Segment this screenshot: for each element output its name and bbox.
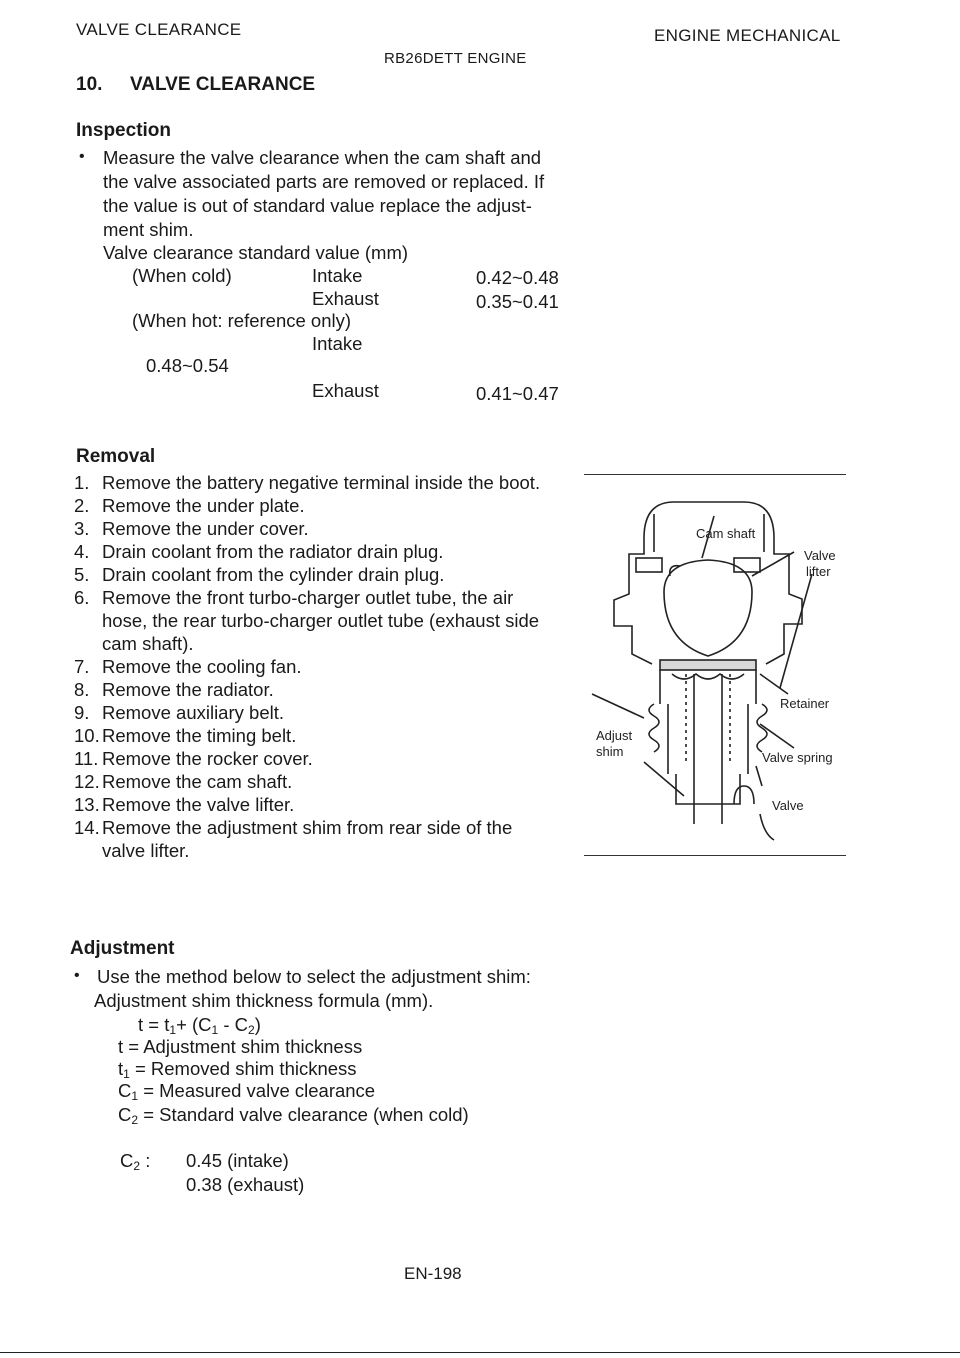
step-number: 8. — [74, 679, 90, 700]
label-adjust-shim-2: shim — [596, 744, 624, 759]
removal-steps — [0, 472, 580, 872]
step-text: Remove the cooling fan. — [102, 656, 302, 677]
step-text: Remove the cam shaft. — [102, 771, 293, 792]
cold-intake-value: 0.42~0.48 — [476, 267, 559, 288]
label-cam-shaft: Cam shaft — [696, 526, 756, 541]
running-header-left: VALVE CLEARANCE — [76, 20, 242, 39]
cold-exhaust-value: 0.35~0.41 — [476, 291, 559, 312]
step-number: 13. — [74, 794, 100, 815]
step-text: Remove the under plate. — [102, 495, 305, 516]
page-number: EN-198 — [404, 1264, 462, 1283]
step-text: Remove the adjustment shim from rear side of the — [102, 817, 513, 838]
step-text: Drain coolant from the radiator drain plug. — [102, 541, 444, 562]
step-number: 10. — [74, 725, 100, 746]
hot-exhaust-label: Exhaust — [312, 380, 379, 401]
label-valve-lifter-1: Valve — [804, 548, 836, 563]
inspection-heading: Inspection — [76, 120, 172, 141]
definition-row: $C_1$ = Measured valve clearance — [118, 1080, 376, 1103]
inspection-line: ment shim. — [103, 219, 194, 240]
step-text: Drain coolant from the cylinder drain plug. — [102, 564, 445, 585]
step-number: 5. — [74, 564, 90, 585]
step-text: valve lifter. — [102, 840, 190, 861]
step-text: Remove the battery negative terminal inside the boot. — [102, 472, 541, 493]
cold-label: (When cold) — [132, 265, 232, 286]
inspection-line: the value is out of standard value replace the adjust- — [103, 195, 532, 216]
label-valve-lifter-2: lifter — [806, 564, 831, 579]
hot-intake-value: 0.48~0.54 — [146, 355, 229, 376]
step-number: 6. — [74, 587, 90, 608]
valve-diagram — [584, 474, 846, 856]
label-adjust-shim-1: Adjust — [596, 728, 633, 743]
step-number: 11. — [74, 748, 99, 769]
cold-intake-label: Intake — [312, 265, 363, 286]
step-number: 2. — [74, 495, 90, 516]
step-text: Remove the timing belt. — [102, 725, 297, 746]
section-number: 10. — [76, 74, 103, 95]
step-text: hose, the rear turbo-charger outlet tube (exhaust side — [102, 610, 540, 631]
definition-row: $C_2$ = Standard valve clearance (when cold) — [118, 1104, 469, 1127]
c2-intake-value: 0.45 (intake) — [186, 1150, 289, 1171]
adjustment-bullet: • — [74, 967, 80, 984]
hot-label: (When hot: reference only) — [132, 310, 352, 331]
valve-assembly-drawing — [584, 474, 846, 856]
hot-intake-label: Intake — [312, 333, 363, 354]
label-valve: Valve — [772, 798, 804, 813]
step-number: 12. — [74, 771, 100, 792]
section-title: VALVE CLEARANCE — [130, 74, 316, 95]
hot-exhaust-value: 0.41~0.47 — [476, 383, 559, 404]
engine-subtitle: RB26DETT ENGINE — [384, 50, 527, 67]
inspection-bullet: • — [79, 148, 85, 165]
definition-row: t = Adjustment shim thickness — [118, 1036, 363, 1057]
adjustment-intro: Use the method below to select the adjustment shim: — [97, 966, 531, 987]
c2-symbol: $C_2$ : — [120, 1150, 151, 1173]
step-text: Remove the front turbo-charger outlet tube, the air — [102, 587, 514, 608]
label-retainer: Retainer — [780, 696, 830, 711]
removal-heading: Removal — [76, 446, 156, 467]
definition-row: $t_1$ = Removed shim thickness — [118, 1058, 357, 1081]
step-number: 1. — [74, 472, 90, 493]
formula-label: Adjustment shim thickness formula (mm). — [94, 990, 434, 1011]
cold-exhaust-label: Exhaust — [312, 288, 379, 309]
step-text: cam shaft). — [102, 633, 194, 654]
running-header-right: ENGINE MECHANICAL — [654, 26, 841, 45]
step-number: 7. — [74, 656, 90, 677]
c2-exhaust-value: 0.38 (exhaust) — [186, 1174, 305, 1195]
label-valve-spring: Valve spring — [762, 750, 833, 765]
footer-rule — [0, 1352, 960, 1353]
shim-formula: $t = t_1+ (C_1 - C_2)$ — [138, 1014, 261, 1037]
adjustment-heading: Adjustment — [70, 938, 175, 959]
inspection-line: Measure the valve clearance when the cam shaft and — [103, 147, 542, 168]
standard-value-label: Valve clearance standard value (mm) — [103, 242, 409, 263]
step-number: 4. — [74, 541, 90, 562]
step-number: 14. — [74, 817, 100, 838]
step-number: 3. — [74, 518, 90, 539]
step-text: Remove the valve lifter. — [102, 794, 295, 815]
step-text: Remove auxiliary belt. — [102, 702, 284, 723]
step-text: Remove the under cover. — [102, 518, 309, 539]
inspection-line: the valve associated parts are removed or replaced. If — [103, 171, 545, 192]
step-text: Remove the radiator. — [102, 679, 274, 700]
step-text: Remove the rocker cover. — [102, 748, 313, 769]
step-number: 9. — [74, 702, 90, 723]
